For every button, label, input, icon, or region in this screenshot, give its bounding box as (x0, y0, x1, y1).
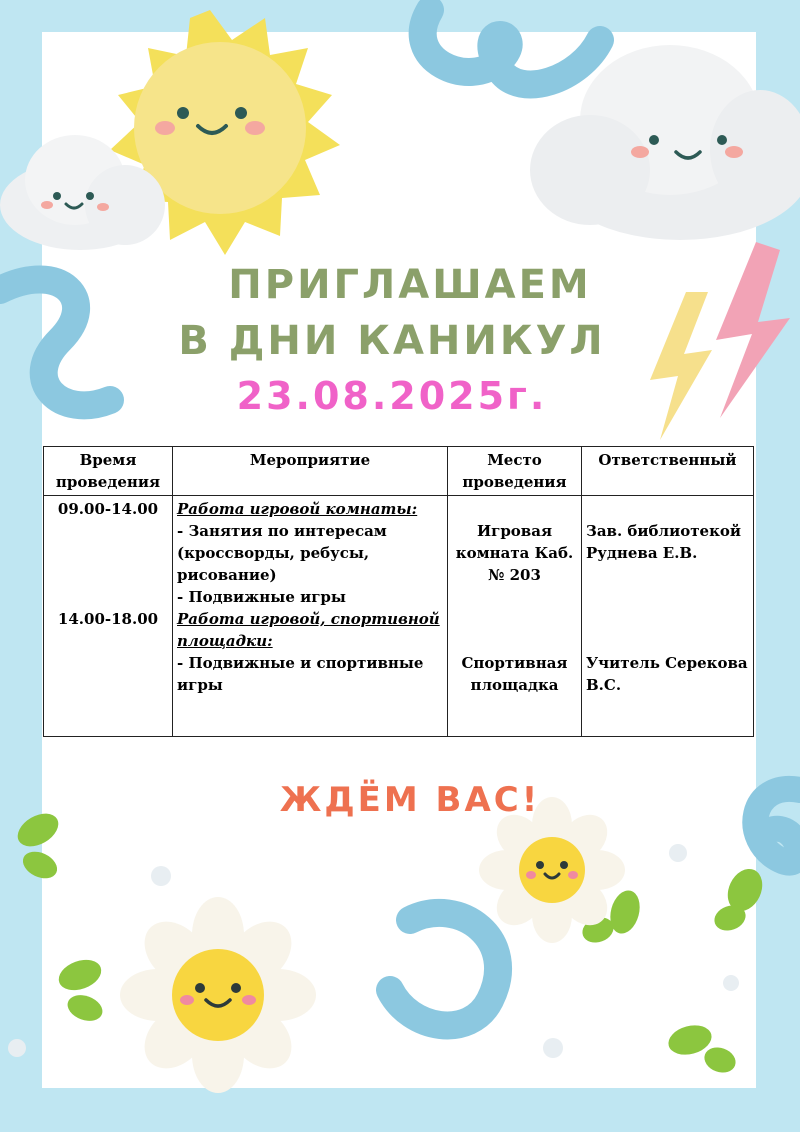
responsible-cell (582, 496, 754, 737)
header-place: Место проведения (448, 447, 582, 496)
title-line-2: В ДНИ КАНИКУЛ (178, 318, 606, 364)
time-slot-1: 09.00-14.00 (57, 500, 159, 518)
event-1-title: Работа игровой комнаты: (177, 500, 418, 518)
responsible-1: Зав. библиотекой Руднева Е.В. (586, 522, 742, 562)
place-cell (448, 496, 582, 737)
blue-squiggle-top (423, 10, 600, 84)
header-time: Время проведения (44, 447, 173, 496)
drops (8, 844, 739, 1058)
schedule-table (43, 446, 754, 737)
blue-squiggle-bottom (390, 913, 498, 1026)
table-row (44, 496, 754, 737)
event-cell (173, 496, 448, 737)
place-2: Спортивная площадка (461, 654, 568, 694)
place-1: Игровая комната Каб. № 203 (455, 522, 574, 584)
header-responsible: Ответственный (582, 447, 754, 496)
header-event: Мероприятие (173, 447, 448, 496)
responsible-2: Учитель Серекова В.С. (586, 654, 748, 694)
event-date: 23.08.2025г. (236, 374, 548, 418)
sprout-icon (12, 807, 769, 1077)
daisy-icon (120, 897, 316, 1093)
time-cell (44, 496, 173, 737)
time-slot-2: 14.00-18.00 (57, 610, 159, 628)
event-1-item-2: - Подвижные игры (177, 588, 346, 606)
table-header-row (44, 447, 754, 496)
event-2-title: Работа игровой, спортивной площадки: (177, 610, 440, 650)
event-2-item-1: - Подвижные и спортивные игры (177, 654, 424, 694)
footer-text: ЖДЁМ ВАС! (279, 780, 541, 820)
event-1-item-1: - Занятия по интересам (кроссворды, ребусы, рисование) (177, 522, 387, 584)
title-line-1: ПРИГЛАШАЕМ (228, 262, 592, 308)
